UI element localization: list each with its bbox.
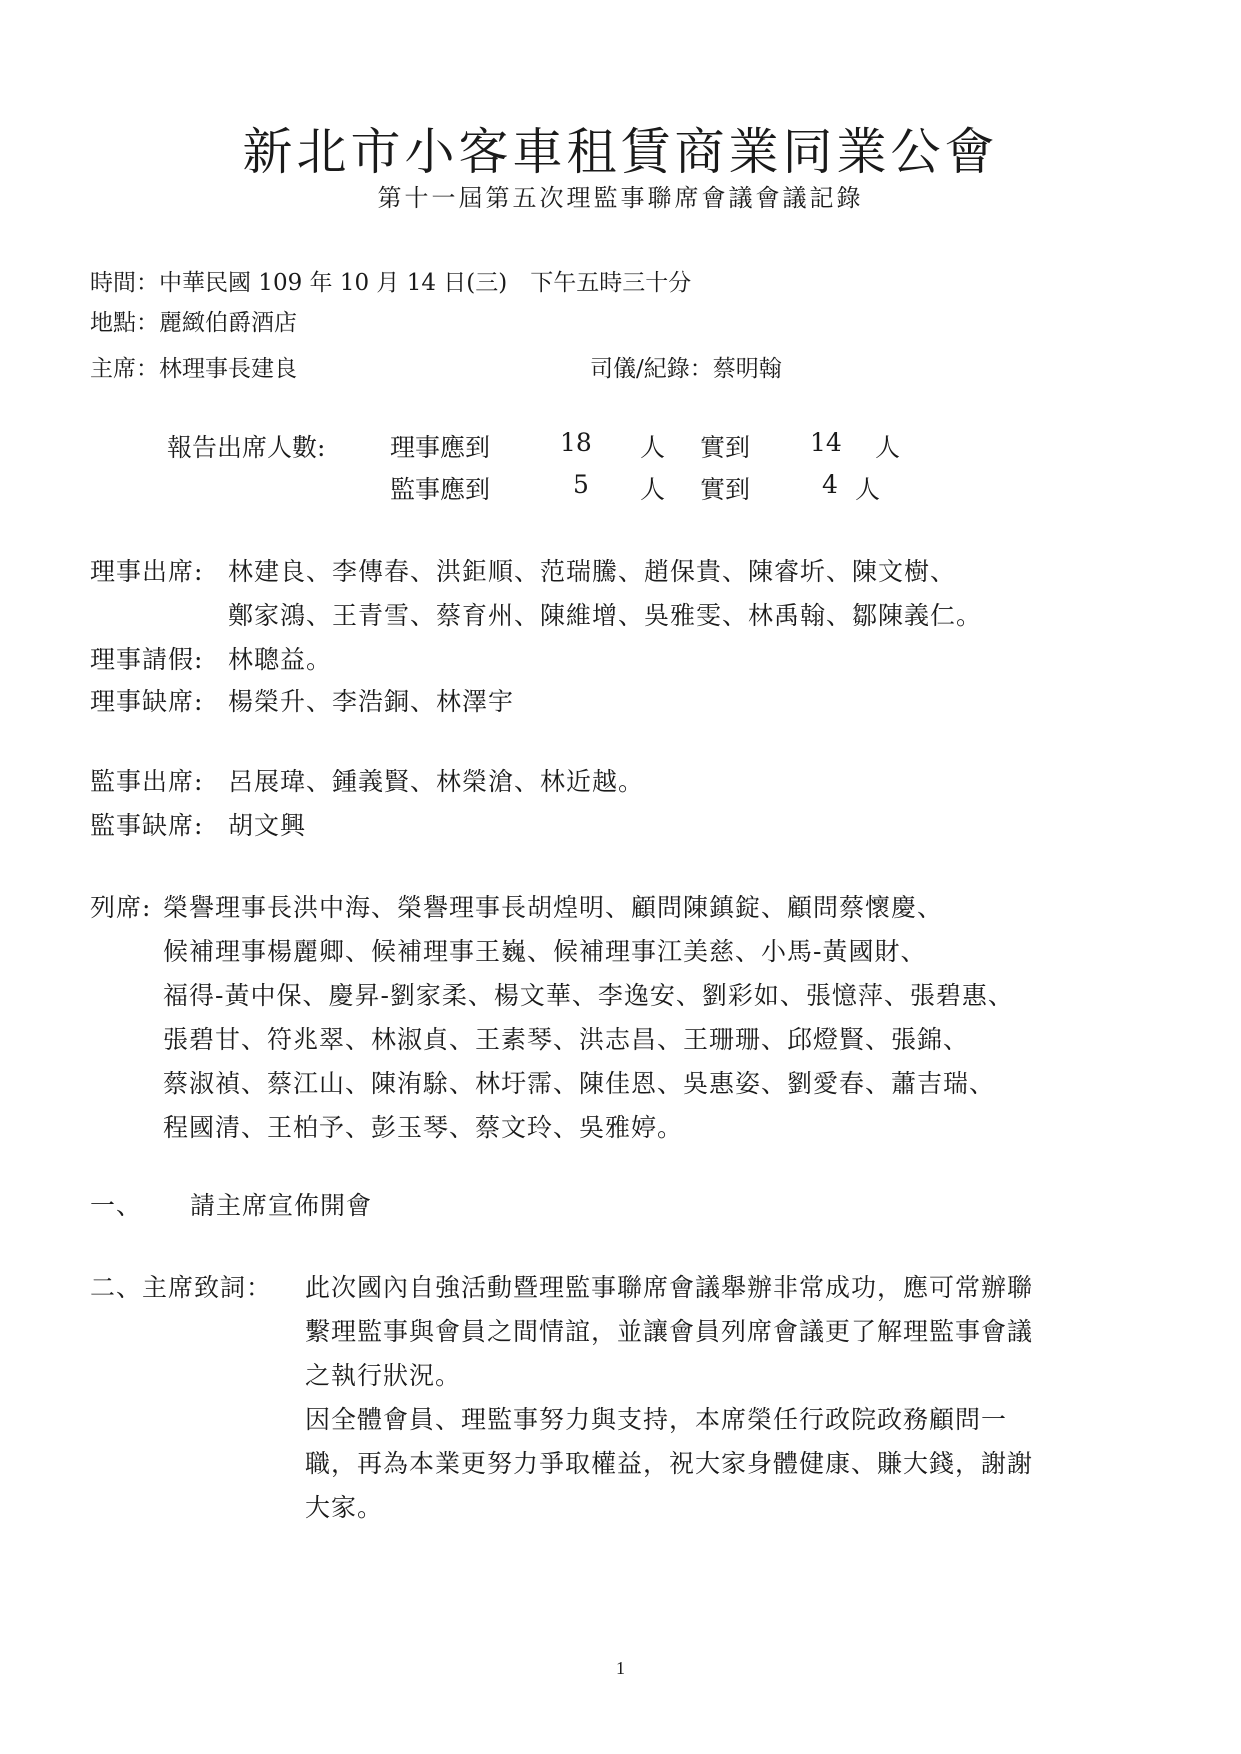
observers-line: 蔡淑禎、蔡江山、陳洧駼、林圩霈、陳佳恩、吳惠姿、劉愛春、蕭吉瑞、 [163, 1069, 996, 1098]
attendance-supervisors-unit: 人 [640, 475, 666, 504]
place-value: 麗緻伯爵酒店 [159, 310, 297, 336]
attendance-directors-actual: 14 [810, 428, 842, 457]
speech-line: 大家。 [305, 1493, 384, 1522]
agenda-item-1-number: 一、 [90, 1191, 143, 1220]
document-title: 新北市小客車租賃商業同業公會 [242, 123, 999, 181]
attendance-directors-role: 理事應到 [390, 433, 491, 462]
directors-absent-label: 理事缺席: [90, 687, 204, 716]
speech-line: 職，再為本業更努力爭取權益，祝大家身體健康、賺大錢，謝謝 [305, 1449, 1034, 1478]
observers-line: 程國清、王柏予、彭玉琴、蔡文玲、吳雅婷。 [163, 1113, 684, 1142]
attendance-supervisors-actual-unit: 人 [855, 475, 881, 504]
speech-line: 因全體會員、理監事努力與支持，本席榮任行政院政務顧問一 [305, 1405, 1008, 1434]
chair-label: 主席： [90, 356, 159, 382]
attendance-supervisors-role: 監事應到 [390, 475, 491, 504]
meta-time [90, 264, 691, 297]
directors-leave-label: 理事請假: [90, 645, 204, 674]
directors-leave-value: 林聰益。 [228, 645, 333, 674]
supervisors-absent-label: 監事缺席: [90, 811, 204, 840]
attendance-directors-unit: 人 [640, 433, 666, 462]
observers-line: 福得-黃中保、慶昇-劉家柔、楊文華、李逸安、劉彩如、張憶萍、張碧惠、 [163, 981, 1014, 1010]
directors-present-line-2: 鄭家鴻、王青雪、蔡育州、陳維增、吳雅雯、林禹翰、鄒陳義仁。 [228, 601, 983, 630]
attendance-directors-actual-label: 實到 [700, 433, 751, 462]
attendance-directors-actual-unit: 人 [875, 433, 901, 462]
attendance-directors-due: 18 [560, 428, 592, 457]
observers-line: 候補理事楊麗卿、候補理事王巍、候補理事江美慈、小馬-黃國財、 [163, 937, 927, 966]
document-subtitle: 第十一屆第五次理監事聯席會議會議記錄 [377, 184, 864, 212]
attendance-supervisors-actual-label: 實到 [700, 475, 751, 504]
agenda-item-1-text: 請主席宣佈開會 [190, 1191, 373, 1220]
observers-label: 列席: [90, 893, 152, 922]
agenda-item-2-label: 二、主席致詞： [90, 1273, 273, 1302]
page-number: 1 [616, 1658, 625, 1678]
mc-value: 蔡明翰 [712, 356, 782, 382]
observers-line: 榮譽理事長洪中海、榮譽理事長胡煌明、顧問陳鎮錠、顧問蔡懷慶、 [163, 893, 944, 922]
supervisors-present-value: 呂展瑋、鍾義賢、林榮滄、林近越。 [228, 767, 645, 796]
mc-label: 司儀/紀錄： [590, 356, 713, 382]
attendance-label: 報告出席人數: [167, 433, 326, 462]
supervisors-present-label: 監事出席: [90, 767, 204, 796]
time-label: 時間： [90, 270, 159, 296]
place-label: 地點： [90, 310, 159, 336]
chair-value: 林理事長建良 [159, 356, 297, 382]
observers-line: 張碧甘、符兆翠、林淑貞、王素琴、洪志昌、王珊珊、邱燈賢、張錦、 [163, 1025, 970, 1054]
attendance-supervisors-actual: 4 [822, 470, 838, 499]
meta-chair [90, 350, 297, 383]
speech-line: 繫理監事與會員之間情誼，並讓會員列席會議更了解理監事會議 [305, 1317, 1034, 1346]
speech-line: 之執行狀況。 [305, 1361, 462, 1390]
attendance-supervisors-due: 5 [573, 470, 589, 499]
speech-line: 此次國內自強活動暨理監事聯席會議舉辦非常成功，應可常辦聯 [305, 1273, 1034, 1302]
meta-place [90, 304, 297, 337]
directors-absent-value: 楊榮升、李浩銅、林澤宇 [228, 687, 515, 716]
directors-present-line-1: 林建良、李傳春、洪鉅順、范瑞騰、趙保貴、陳睿圻、陳文樹、 [228, 557, 957, 586]
supervisors-absent-value: 胡文興 [228, 811, 307, 840]
time-value: 中華民國 109 年 10 月 14 日(三) 下午五時三十分 [159, 270, 692, 296]
directors-present-label: 理事出席: [90, 557, 204, 586]
meta-mc [590, 350, 782, 383]
